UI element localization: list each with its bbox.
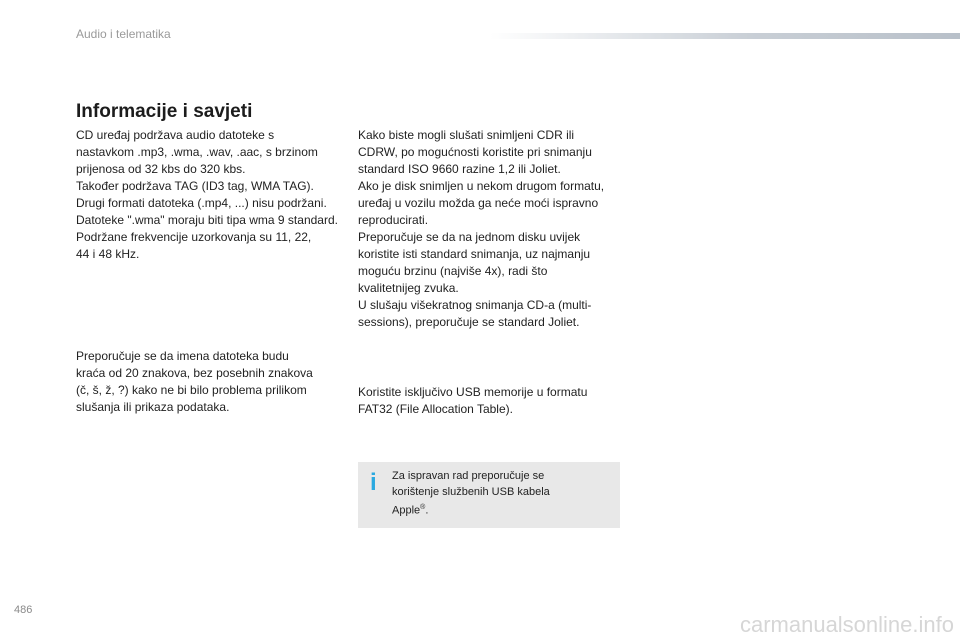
cd-formats-paragraph: CD uređaj podržava audio datoteke s nastavkom .mp3, .wma, .wav, .aac, s brzinom prijenosa od 32 kbs do 320 kbs. Također podržava TAG (ID3 tag, WMA TAG). Drugi formati datoteka (.mp4, ...) nisu podržani. Datoteke ".wma" moraju biti tipa wma 9 standard. Podržane frekvencije uzorkovanja su 11, 22, 44 i 48 kHz.: [76, 128, 338, 261]
page-title: Informacije i savjeti: [76, 101, 253, 122]
info-line-3: Apple: [392, 504, 421, 517]
registered-mark: ®: [420, 504, 426, 511]
section-title: Audio i telematika: [76, 27, 171, 41]
info-line-end: .: [425, 504, 429, 517]
header-divider: [490, 33, 960, 39]
page-number: 486: [14, 604, 33, 616]
info-line-1: Za ispravan rad preporučuje se: [392, 470, 545, 482]
burning-standards-paragraph: Kako biste mogli slušati snimljeni CDR ili CDRW, po mogućnosti koristite pri snimanju standard ISO 9660 razine 1,2 ili Joliet. Ako je disk snimljen u nekom drugom formatu, uređaj u vozilu možda ga neće moći ispravno reproducirati. Preporučuje se da na jednom disku uvijek koristite isti standard snimanja, uz najmanju moguću brzinu (najviše 4x), radi što kvalitetnijeg zvuka. U slušaju višekratnog snimanja CD-a (multi- sessions), preporučuje se standard Joliet.: [358, 128, 605, 329]
info-note: [392, 468, 614, 519]
usb-format-paragraph: Koristite isključivo USB memorije u formatu FAT32 (File Allocation Table).: [358, 385, 588, 416]
info-line-2: korištenje službenih USB kabela: [392, 486, 550, 498]
watermark: carmanualsonline.info: [739, 612, 954, 637]
file-names-paragraph: Preporučuje se da imena datoteka budu kraća od 20 znakova, bez posebnih znakova (č, š, ž, ?) kako ne bi bilo problema prilikom slušanja ili prikaza podataka.: [76, 349, 313, 414]
info-icon: i: [370, 469, 377, 496]
